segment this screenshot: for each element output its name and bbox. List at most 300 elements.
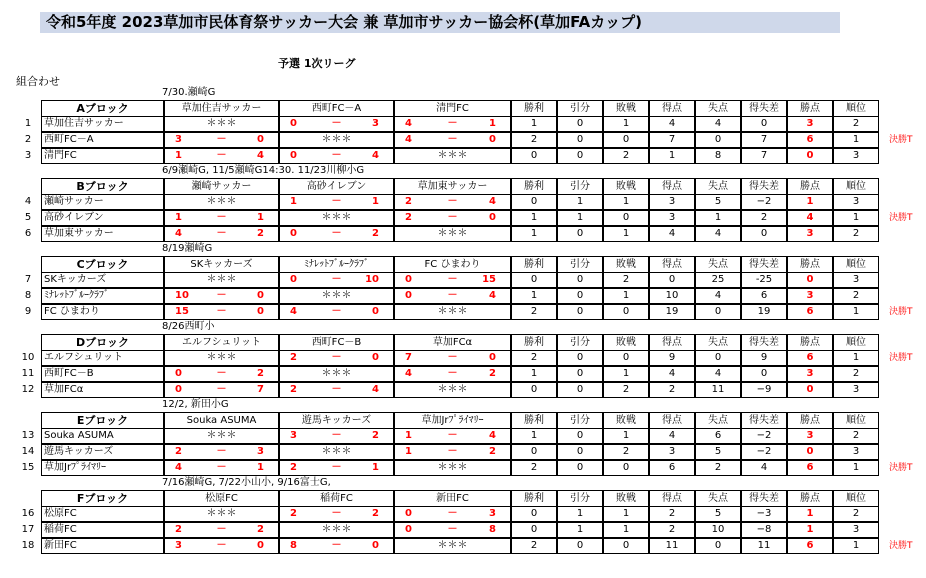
goals-for: 2 [290, 462, 297, 473]
stat-value-順位: 3 [833, 148, 879, 164]
row-number: 1 [24, 118, 32, 129]
table-row [0, 116, 926, 132]
goals-against: 2 [372, 228, 379, 239]
score-dash: － [216, 368, 227, 379]
goals-for: 2 [405, 196, 412, 207]
team-column-header: 西町FC－B [279, 334, 394, 351]
stat-column-header: 失点 [695, 412, 741, 429]
goals-for: 2 [290, 352, 297, 363]
score-dash: － [331, 384, 342, 395]
score-dash: － [216, 384, 227, 395]
row-number: 9 [24, 306, 32, 317]
stat-column-header: 引分 [557, 412, 603, 429]
stat-value-失点: 0 [695, 132, 741, 148]
score-dash: － [447, 368, 458, 379]
qualified-mark: 決勝T [889, 463, 913, 473]
goals-against: 0 [257, 290, 264, 301]
match-score [394, 210, 511, 226]
goals-against: 4 [489, 430, 496, 441]
stat-value-勝利: 2 [511, 132, 557, 148]
goals-against: 15 [482, 274, 496, 285]
score-dash: － [216, 290, 227, 301]
goals-against: 0 [489, 212, 496, 223]
stat-value-勝利: 2 [511, 350, 557, 366]
block-name: Eブロック [41, 412, 164, 429]
stat-value-失点: 0 [695, 304, 741, 320]
match-score [394, 350, 511, 366]
block-header-row [0, 490, 926, 506]
goals-against: 10 [365, 274, 379, 285]
team-name: 高砂イレブン [41, 210, 164, 226]
stat-value-勝利: 0 [511, 194, 557, 210]
self-match-cell: ＊＊＊ [394, 538, 511, 554]
stat-column-header: 得点 [649, 490, 695, 507]
stat-value-順位: 1 [833, 210, 879, 226]
stat-column-header: 得失差 [741, 490, 787, 507]
stat-column-header: 敗戦 [603, 334, 649, 351]
goals-against: 2 [257, 228, 264, 239]
stat-value-勝利: 2 [511, 538, 557, 554]
stat-column-header: 得点 [649, 178, 695, 195]
stat-value-順位: 3 [833, 444, 879, 460]
score-dash: － [216, 134, 227, 145]
stat-value-得失差: 6 [741, 288, 787, 304]
score-dash: － [447, 446, 458, 457]
stat-value-得失差: 9 [741, 350, 787, 366]
stat-value-引分: 0 [557, 538, 603, 554]
qualified-mark: 決勝T [889, 541, 913, 551]
goals-for: 0 [290, 274, 297, 285]
goals-for: 10 [175, 290, 189, 301]
stat-value-順位: 2 [833, 506, 879, 522]
table-row [0, 132, 926, 148]
stat-value-失点: 8 [695, 148, 741, 164]
stat-column-header: 勝点 [787, 490, 833, 507]
match-score [164, 460, 279, 476]
stat-column-header: 得点 [649, 412, 695, 429]
match-score [164, 366, 279, 382]
stat-value-敗戦: 1 [603, 428, 649, 444]
goals-for: 0 [175, 384, 182, 395]
match-score [164, 538, 279, 554]
goals-against: 3 [489, 508, 496, 519]
stat-column-header: 勝利 [511, 256, 557, 273]
stat-value-敗戦: 0 [603, 460, 649, 476]
stat-value-得失差: −9 [741, 382, 787, 398]
stat-value-勝利: 1 [511, 288, 557, 304]
score-dash: － [447, 196, 458, 207]
goals-against: 1 [257, 462, 264, 473]
stat-value-敗戦: 0 [603, 538, 649, 554]
stat-value-勝利: 0 [511, 272, 557, 288]
block-name: Aブロック [41, 100, 164, 117]
stat-column-header: 得点 [649, 334, 695, 351]
match-score [394, 132, 511, 148]
stat-value-勝利: 0 [511, 522, 557, 538]
stat-value-勝点: 6 [787, 350, 833, 366]
stat-value-敗戦: 2 [603, 148, 649, 164]
block-header-row [0, 256, 926, 272]
table-row [0, 366, 926, 382]
stat-column-header: 敗戦 [603, 490, 649, 507]
stat-value-勝利: 2 [511, 304, 557, 320]
team-name: 草加Jrﾌﾟﾗｲﾏﾘｰ [41, 460, 164, 476]
stat-value-引分: 0 [557, 366, 603, 382]
team-column-header: 草加FCα [394, 334, 511, 351]
stat-value-引分: 0 [557, 132, 603, 148]
stat-value-引分: 0 [557, 226, 603, 242]
stat-value-勝点: 3 [787, 366, 833, 382]
stat-value-勝利: 1 [511, 428, 557, 444]
subtitle: 予選 1次リーグ [278, 57, 356, 70]
score-dash: － [331, 540, 342, 551]
table-row [0, 210, 926, 226]
qualified-mark: 決勝T [889, 307, 913, 317]
goals-for: 0 [405, 508, 412, 519]
table-row [0, 538, 926, 554]
stat-column-header: 順位 [833, 178, 879, 195]
self-match-cell: ＊＊＊ [394, 460, 511, 476]
team-column-header: 草加東サッカー [394, 178, 511, 195]
goals-against: 0 [257, 306, 264, 317]
stat-value-引分: 1 [557, 506, 603, 522]
team-name: 稲荷FC [41, 522, 164, 538]
team-name: 草加FCα [41, 382, 164, 398]
stat-value-失点: 4 [695, 226, 741, 242]
goals-for: 0 [290, 150, 297, 161]
row-number: 12 [21, 384, 35, 395]
score-dash: － [447, 134, 458, 145]
team-name: 松原FC [41, 506, 164, 522]
team-name: 瀬崎サッカー [41, 194, 164, 210]
stat-value-失点: 0 [695, 538, 741, 554]
score-dash: － [447, 430, 458, 441]
match-score [164, 226, 279, 242]
stat-value-引分: 1 [557, 194, 603, 210]
stat-value-順位: 3 [833, 382, 879, 398]
stat-value-勝点: 1 [787, 194, 833, 210]
goals-against: 1 [257, 212, 264, 223]
score-dash: － [216, 150, 227, 161]
goals-against: 2 [372, 508, 379, 519]
goals-for: 1 [405, 446, 412, 457]
stat-column-header: 得点 [649, 100, 695, 117]
match-score [164, 444, 279, 460]
stat-value-得点: 9 [649, 350, 695, 366]
stat-column-header: 失点 [695, 178, 741, 195]
self-match-cell: ＊＊＊ [394, 148, 511, 164]
goals-against: 8 [489, 524, 496, 535]
stat-column-header: 順位 [833, 100, 879, 117]
self-match-cell: ＊＊＊ [279, 444, 394, 460]
stat-value-敗戦: 0 [603, 350, 649, 366]
stat-value-敗戦: 1 [603, 116, 649, 132]
stat-value-引分: 0 [557, 272, 603, 288]
match-score [279, 304, 394, 320]
goals-against: 4 [372, 150, 379, 161]
stat-value-順位: 1 [833, 350, 879, 366]
goals-for: 4 [175, 462, 182, 473]
score-dash: － [331, 274, 342, 285]
venue-note: 8/19瀬崎G [162, 243, 213, 254]
team-column-header: 松原FC [164, 490, 279, 507]
stat-column-header: 引分 [557, 334, 603, 351]
stat-value-敗戦: 1 [603, 366, 649, 382]
goals-for: 0 [405, 524, 412, 535]
stat-value-失点: 5 [695, 506, 741, 522]
team-name: 清門FC [41, 148, 164, 164]
block-name: Fブロック [41, 490, 164, 507]
stat-value-勝点: 3 [787, 116, 833, 132]
stat-value-得失差: 0 [741, 366, 787, 382]
stat-value-得失差: −2 [741, 444, 787, 460]
row-number: 10 [21, 352, 35, 363]
match-score [279, 382, 394, 398]
stat-column-header: 敗戦 [603, 178, 649, 195]
block-header-row [0, 334, 926, 350]
goals-against: 0 [372, 306, 379, 317]
group-label: 組合わせ [16, 75, 60, 88]
stat-column-header: 順位 [833, 490, 879, 507]
row-number: 6 [24, 228, 32, 239]
self-match-cell: ＊＊＊ [279, 366, 394, 382]
stat-value-勝利: 0 [511, 148, 557, 164]
row-number: 4 [24, 196, 32, 207]
self-match-cell: ＊＊＊ [164, 350, 279, 366]
table-row [0, 272, 926, 288]
stat-value-得点: 4 [649, 366, 695, 382]
stat-value-得失差: 0 [741, 226, 787, 242]
score-dash: － [447, 524, 458, 535]
match-score [394, 272, 511, 288]
stat-value-得点: 4 [649, 428, 695, 444]
goals-for: 0 [405, 290, 412, 301]
stat-value-勝利: 0 [511, 506, 557, 522]
stat-value-失点: 6 [695, 428, 741, 444]
block-name: Dブロック [41, 334, 164, 351]
stat-column-header: 勝点 [787, 178, 833, 195]
stat-value-失点: 25 [695, 272, 741, 288]
match-score [279, 272, 394, 288]
stat-value-勝点: 0 [787, 382, 833, 398]
score-dash: － [331, 352, 342, 363]
row-number: 8 [24, 290, 32, 301]
stat-value-勝利: 1 [511, 116, 557, 132]
score-dash: － [331, 430, 342, 441]
match-score [279, 194, 394, 210]
stat-value-失点: 2 [695, 460, 741, 476]
team-column-header: ﾐﾅﾚｯﾄﾌﾞﾙｰｸﾗﾌﾞ [279, 256, 394, 273]
self-match-cell: ＊＊＊ [394, 226, 511, 242]
goals-against: 1 [489, 118, 496, 129]
stat-value-引分: 0 [557, 382, 603, 398]
stat-column-header: 失点 [695, 334, 741, 351]
stat-column-header: 勝利 [511, 100, 557, 117]
stat-value-得点: 2 [649, 522, 695, 538]
team-column-header: 新田FC [394, 490, 511, 507]
stat-value-得点: 4 [649, 226, 695, 242]
team-name: 西町FC－B [41, 366, 164, 382]
self-match-cell: ＊＊＊ [279, 288, 394, 304]
stat-column-header: 失点 [695, 256, 741, 273]
match-score [279, 538, 394, 554]
stat-value-勝点: 0 [787, 272, 833, 288]
stat-column-header: 敗戦 [603, 100, 649, 117]
stat-column-header: 順位 [833, 412, 879, 429]
team-column-header: 西町FC－A [279, 100, 394, 117]
team-name: ﾐﾅﾚｯﾄﾌﾞﾙｰｸﾗﾌﾞ [41, 288, 164, 304]
stat-value-引分: 0 [557, 460, 603, 476]
goals-for: 4 [290, 306, 297, 317]
table-row [0, 444, 926, 460]
goals-for: 3 [290, 430, 297, 441]
row-number: 16 [21, 508, 35, 519]
match-score [164, 148, 279, 164]
stat-value-得点: 0 [649, 272, 695, 288]
stat-value-得点: 2 [649, 506, 695, 522]
score-dash: － [447, 352, 458, 363]
stat-value-順位: 1 [833, 538, 879, 554]
self-match-cell: ＊＊＊ [164, 428, 279, 444]
self-match-cell: ＊＊＊ [279, 210, 394, 226]
match-score [394, 194, 511, 210]
stat-value-敗戦: 2 [603, 382, 649, 398]
stat-column-header: 順位 [833, 334, 879, 351]
stat-value-勝利: 1 [511, 366, 557, 382]
goals-against: 0 [372, 352, 379, 363]
stat-value-得点: 2 [649, 382, 695, 398]
match-score [164, 288, 279, 304]
score-dash: － [331, 508, 342, 519]
self-match-cell: ＊＊＊ [279, 522, 394, 538]
block-name: Bブロック [41, 178, 164, 195]
team-column-header: FC ひまわり [394, 256, 511, 273]
stat-value-得点: 11 [649, 538, 695, 554]
stat-value-失点: 0 [695, 350, 741, 366]
score-dash: － [447, 290, 458, 301]
stat-column-header: 勝利 [511, 490, 557, 507]
stat-column-header: 勝点 [787, 334, 833, 351]
stat-column-header: 勝利 [511, 178, 557, 195]
goals-against: 4 [257, 150, 264, 161]
stat-value-引分: 0 [557, 304, 603, 320]
score-dash: － [331, 462, 342, 473]
stat-value-得失差: 0 [741, 116, 787, 132]
stat-value-敗戦: 1 [603, 522, 649, 538]
stat-value-敗戦: 1 [603, 288, 649, 304]
stat-value-得点: 7 [649, 132, 695, 148]
match-score [164, 522, 279, 538]
stat-column-header: 失点 [695, 100, 741, 117]
team-name: 西町FC－A [41, 132, 164, 148]
stat-column-header: 得失差 [741, 412, 787, 429]
row-number: 14 [21, 446, 35, 457]
stat-value-得点: 6 [649, 460, 695, 476]
stat-column-header: 勝利 [511, 412, 557, 429]
goals-for: 1 [175, 212, 182, 223]
self-match-cell: ＊＊＊ [164, 116, 279, 132]
match-score [279, 116, 394, 132]
team-column-header: 稲荷FC [279, 490, 394, 507]
stat-column-header: 勝点 [787, 412, 833, 429]
goals-for: 1 [290, 196, 297, 207]
self-match-cell: ＊＊＊ [279, 132, 394, 148]
stat-value-得点: 4 [649, 116, 695, 132]
score-dash: － [331, 196, 342, 207]
stat-value-得失差: −3 [741, 506, 787, 522]
stat-value-勝点: 6 [787, 304, 833, 320]
stat-value-勝利: 0 [511, 382, 557, 398]
stat-value-順位: 2 [833, 116, 879, 132]
table-row [0, 506, 926, 522]
goals-for: 2 [405, 212, 412, 223]
stat-column-header: 得点 [649, 256, 695, 273]
stat-value-得点: 10 [649, 288, 695, 304]
stat-value-得失差: 7 [741, 132, 787, 148]
stat-value-得失差: −8 [741, 522, 787, 538]
page-title: 令和5年度 2023草加市民体育祭サッカー大会 兼 草加市サッカー協会杯(草加FAカップ) [40, 12, 840, 33]
goals-for: 1 [405, 430, 412, 441]
stat-value-勝点: 3 [787, 428, 833, 444]
stat-value-得失差: 19 [741, 304, 787, 320]
goals-for: 4 [405, 368, 412, 379]
stat-value-失点: 1 [695, 210, 741, 226]
match-score [164, 132, 279, 148]
stat-value-勝利: 0 [511, 444, 557, 460]
score-dash: － [216, 212, 227, 223]
goals-for: 1 [175, 150, 182, 161]
stat-value-得点: 3 [649, 194, 695, 210]
team-column-header: 遊馬キッカーズ [279, 412, 394, 429]
row-number: 13 [21, 430, 35, 441]
match-score [164, 382, 279, 398]
goals-against: 2 [489, 368, 496, 379]
stat-value-勝点: 6 [787, 538, 833, 554]
goals-for: 15 [175, 306, 189, 317]
stat-value-敗戦: 1 [603, 506, 649, 522]
qualified-mark: 決勝T [889, 353, 913, 363]
goals-against: 2 [372, 430, 379, 441]
stat-value-順位: 2 [833, 288, 879, 304]
match-score [164, 304, 279, 320]
goals-for: 0 [290, 118, 297, 129]
stat-value-勝点: 6 [787, 132, 833, 148]
stat-value-勝利: 1 [511, 226, 557, 242]
stat-column-header: 得失差 [741, 178, 787, 195]
table-row [0, 226, 926, 242]
goals-against: 2 [257, 524, 264, 535]
stat-value-勝点: 0 [787, 444, 833, 460]
stat-value-得点: 19 [649, 304, 695, 320]
team-column-header: エルフシュリット [164, 334, 279, 351]
row-number: 11 [21, 368, 35, 379]
stat-value-得点: 3 [649, 210, 695, 226]
stat-column-header: 敗戦 [603, 256, 649, 273]
block-header-row [0, 178, 926, 194]
goals-against: 4 [372, 384, 379, 395]
stat-column-header: 得失差 [741, 334, 787, 351]
block-header-row [0, 412, 926, 428]
goals-against: 3 [257, 446, 264, 457]
score-dash: － [216, 540, 227, 551]
goals-for: 8 [290, 540, 297, 551]
qualified-mark: 決勝T [889, 213, 913, 223]
venue-note: 6/9瀬崎G, 11/5瀬崎G14:30. 11/23川柳小G [162, 165, 365, 176]
stat-value-得失差: 7 [741, 148, 787, 164]
stat-value-敗戦: 2 [603, 272, 649, 288]
match-score [394, 116, 511, 132]
goals-against: 0 [372, 540, 379, 551]
